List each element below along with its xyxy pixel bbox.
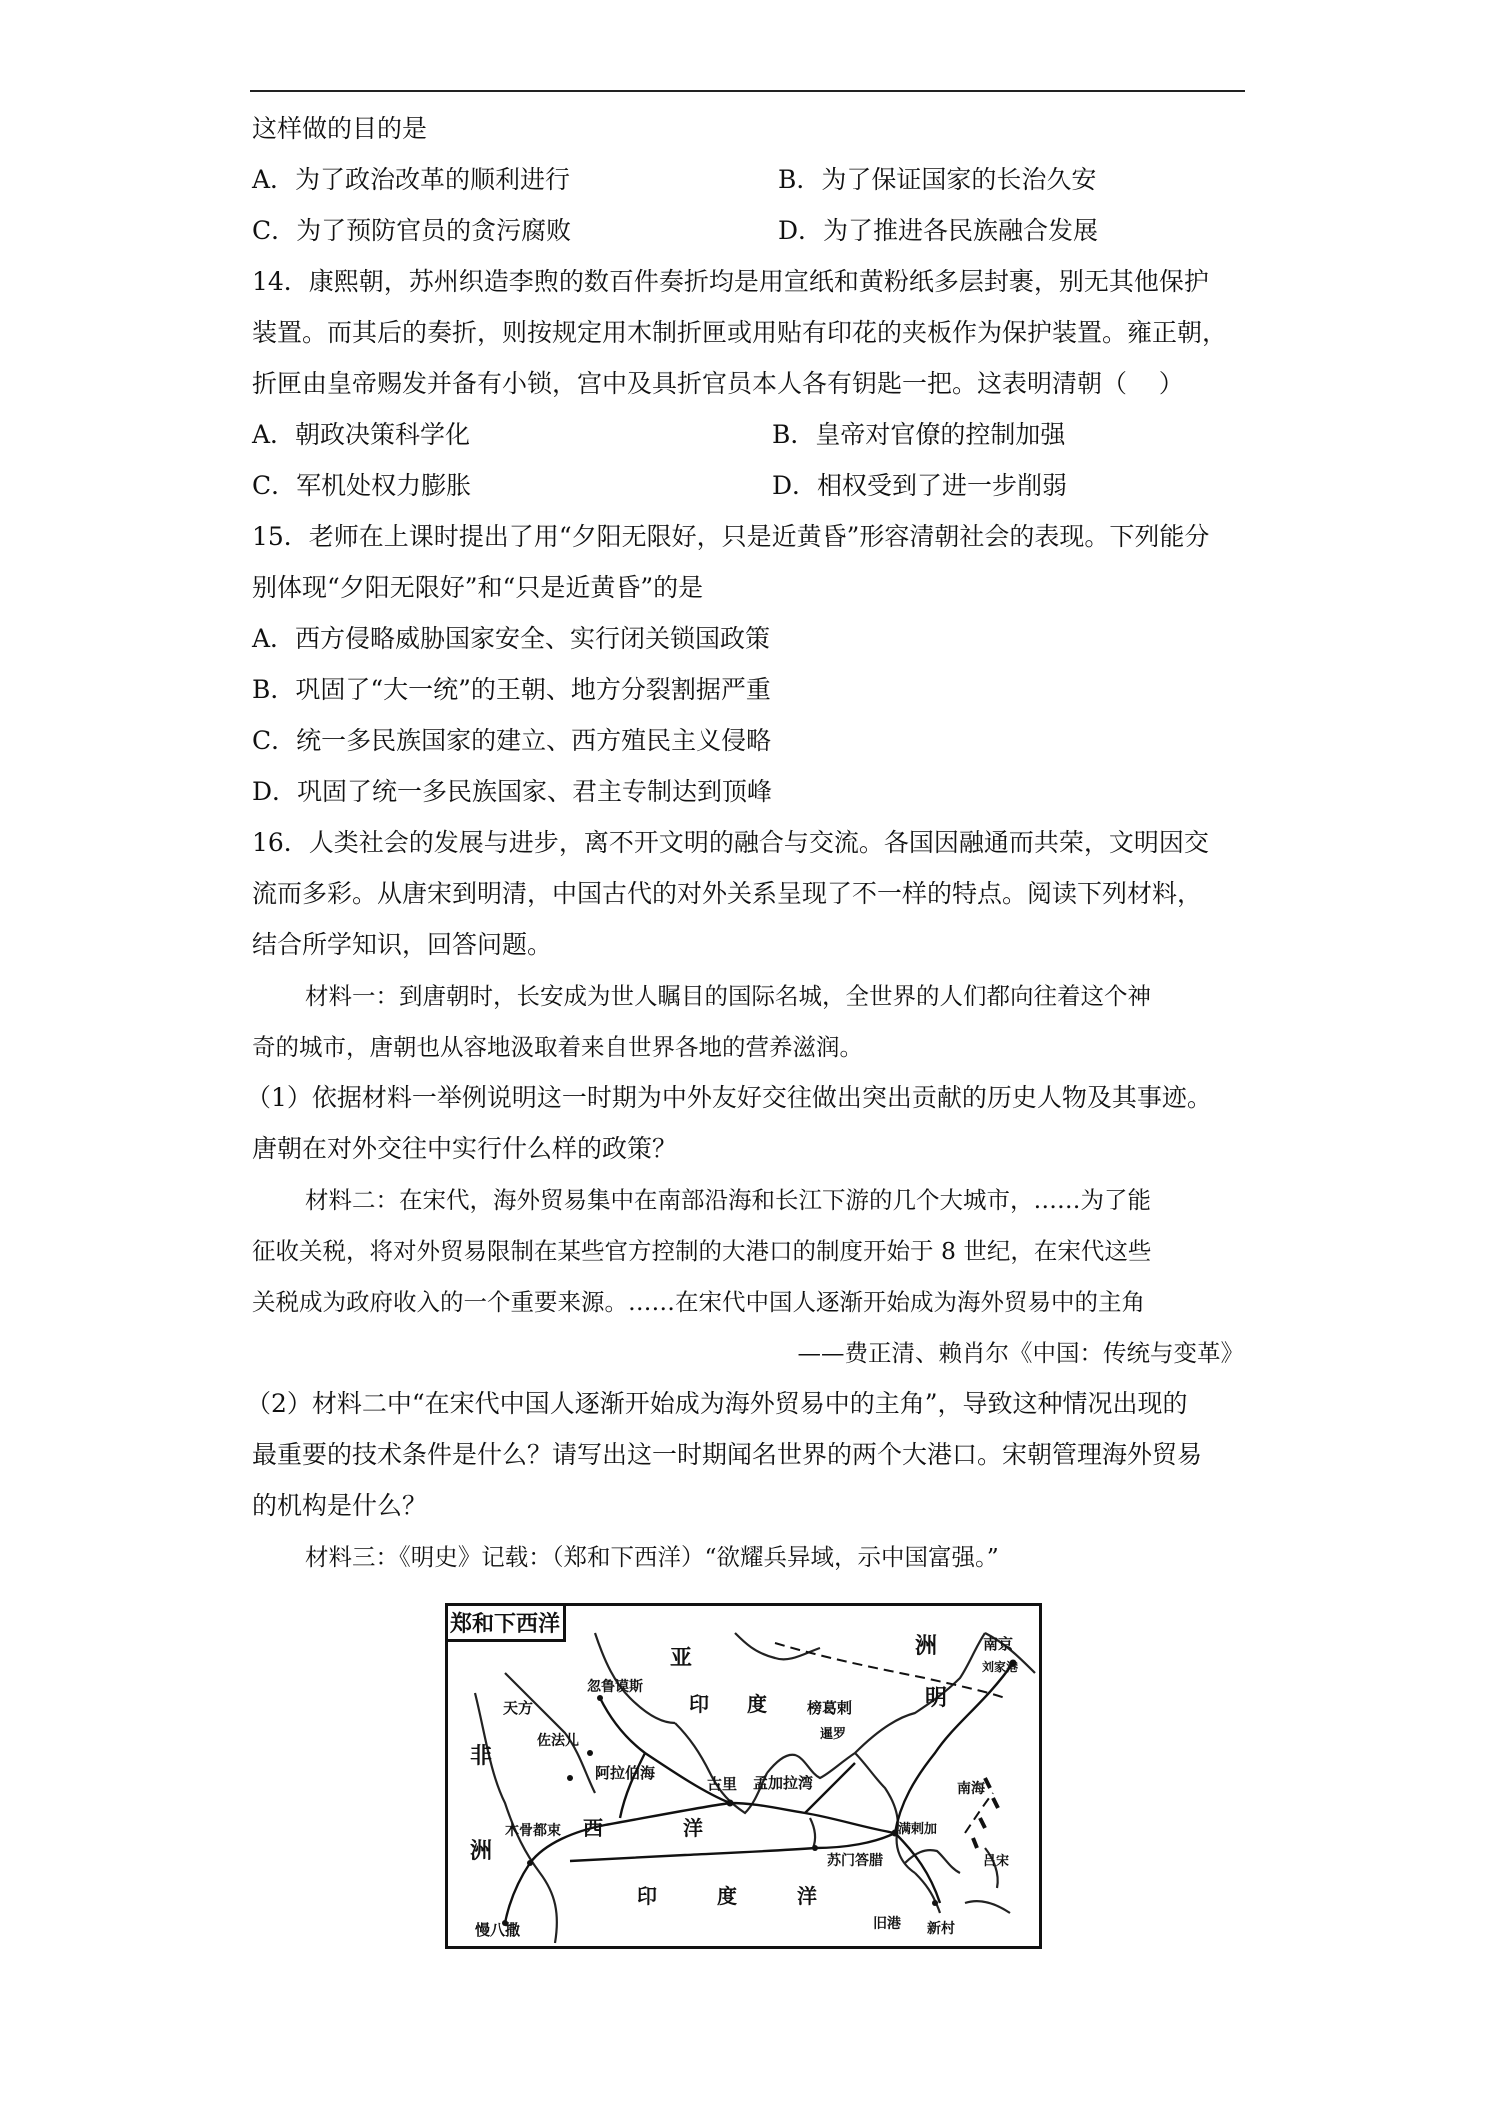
sub-question-1-line: 唐朝在对外交往中实行什么样的政策？ [252, 1134, 678, 1163]
label-liujiagang: 刘家港 [982, 1660, 1019, 1674]
label-xianluo: 暹罗 [820, 1727, 847, 1742]
material-2-line: 征收关税，将对外贸易限制在某些官方控制的大港口的制度开始于 8 世纪，在宋代这些 [252, 1237, 1152, 1265]
sub-question-2-line: （2）材料二中“在宋代中国人逐渐开始成为海外贸易中的主角”，导致这种情况出现的 [246, 1389, 1188, 1418]
material-2-source: ——费正清、赖肖尔《中国：传统与变革》 [797, 1339, 1244, 1367]
label-dhofar: 佐法儿 [537, 1733, 579, 1749]
q15-option-a[interactable]: A．西方侵略威胁国家安全、实行闭关锁国政策 [252, 624, 771, 653]
q14-option-d[interactable]: D．相权受到了进一步削弱 [772, 471, 1068, 500]
label-new-village: 新村 [927, 1921, 955, 1937]
label-indian-ocean-3: 洋 [797, 1884, 817, 1908]
label-mombasa: 慢八撒 [475, 1921, 521, 1939]
map-title: 郑和下西洋 [449, 1612, 561, 1637]
q15-stem-line: 别体现“夕阳无限好”和“只是近黄昏”的是 [252, 573, 704, 602]
material-1-line: 材料一：到唐朝时，长安成为世人瞩目的国际名城，全世界的人们都向往着这个神 [305, 982, 1151, 1010]
q14-option-a[interactable]: A．朝政决策科学化 [252, 420, 471, 449]
label-arabian-sea: 阿拉伯海 [595, 1764, 656, 1782]
label-malacca: 满剌加 [898, 1822, 938, 1837]
sub-question-1-line: （1）依据材料一举例说明这一时期为中外友好交往做出突出贡献的历史人物及其事迹。 [246, 1083, 1212, 1112]
label-tianfang: 天方 [503, 1699, 534, 1717]
label-mogadishu: 木骨都束 [505, 1823, 561, 1839]
sub-question-2-line: 最重要的技术条件是什么？请写出这一时期闻名世界的两个大港口。宋朝管理海外贸易 [252, 1440, 1203, 1469]
q15-stem-line: 15．老师在上课时提出了用“夕阳无限好，只是近黄昏”形容清朝社会的表现。下列能分 [252, 522, 1210, 551]
q16-intro-line: 流而多彩。从唐宋到明清，中国古代的对外关系呈现了不一样的特点。阅读下列材料， [252, 879, 1203, 908]
label-bay-of-bengal: 孟加拉湾 [753, 1774, 814, 1792]
q16-intro-line: 结合所学知识，回答问题。 [252, 930, 553, 959]
sub-question-2-line: 的机构是什么？ [252, 1491, 428, 1520]
q13-stem-tail: 这样做的目的是 [252, 114, 428, 143]
label-calicut: 古里 [707, 1775, 738, 1793]
q14-stem-line: 折匣由皇帝赐发并备有小锁，宫中及具折官员本人各有钥匙一把。这表明清朝（ ） [252, 369, 1184, 398]
label-nanhai: 南海 [957, 1781, 985, 1797]
material-3: 材料三：《明史》记载：（郑和下西洋）“欲耀兵异域，示中国富强。” [305, 1543, 999, 1571]
label-indian-ocean-2: 度 [717, 1884, 737, 1908]
q14-stem-line: 装置。而其后的奏折，则按规定用木制折匣或用贴有印花的夹板作为保护装置。雍正朝， [252, 318, 1228, 347]
label-bangladesh: 榜葛剌 [807, 1699, 853, 1717]
q15-option-c[interactable]: C．统一多民族国家的建立、西方殖民主义侵略 [252, 726, 772, 755]
q16-intro-line: 16．人类社会的发展与进步，离不开文明的融合与交流。各国因融通而共荣，文明因交 [252, 828, 1209, 857]
material-2-line: 关税成为政府收入的一个重要来源。……在宋代中国人逐渐开始成为海外贸易中的主角 [252, 1288, 1145, 1316]
label-nanjing: 南京 [983, 1635, 1014, 1653]
label-asia-1: 亚 [670, 1646, 693, 1671]
label-hormuz: 忽鲁谟斯 [587, 1679, 643, 1695]
q14-stem-line: 14．康熙朝，苏州织造李煦的数百件奏折均是用宣纸和黄粉纸多层封裹，别无其他保护 [252, 267, 1209, 296]
label-west-2: 洋 [683, 1816, 703, 1840]
label-africa-2: 洲 [470, 1839, 493, 1864]
label-sumatra: 苏门答腊 [827, 1853, 883, 1869]
q14-option-c[interactable]: C．军机处权力膨胀 [252, 471, 472, 500]
label-asia-2: 洲 [915, 1634, 938, 1659]
q15-option-d[interactable]: D．巩固了统一多民族国家、君主专制达到顶峰 [252, 777, 773, 806]
q13-option-d[interactable]: D．为了推进各民族融合发展 [778, 216, 1099, 245]
label-palembang: 旧港 [873, 1916, 901, 1932]
zheng-he-voyage-map [445, 1603, 1042, 1949]
header-rule [250, 90, 1245, 92]
label-ming: 明 [925, 1686, 948, 1711]
q13-option-b[interactable]: B．为了保证国家的长治久安 [778, 165, 1097, 194]
q13-option-c[interactable]: C．为了预防官员的贪污腐败 [252, 216, 572, 245]
q14-option-b[interactable]: B．皇帝对官僚的控制加强 [772, 420, 1066, 449]
q15-option-b[interactable]: B．巩固了“大一统”的王朝、地方分裂割据严重 [252, 675, 771, 704]
label-west-1: 西 [583, 1816, 603, 1840]
label-africa-1: 非 [470, 1744, 493, 1769]
material-1-line: 奇的城市，唐朝也从容地汲取着来自世界各地的营养滋润。 [252, 1033, 863, 1061]
label-indian-ocean-1: 印 [637, 1884, 657, 1908]
material-2-line: 材料二：在宋代，海外贸易集中在南部沿海和长江下游的几个大城市，……为了能 [305, 1186, 1151, 1214]
label-india-2: 度 [747, 1692, 767, 1716]
label-philippines: 吕宋 [983, 1854, 1010, 1869]
q13-option-a[interactable]: A．为了政治改革的顺利进行 [252, 165, 571, 194]
label-india-1: 印 [689, 1692, 709, 1716]
